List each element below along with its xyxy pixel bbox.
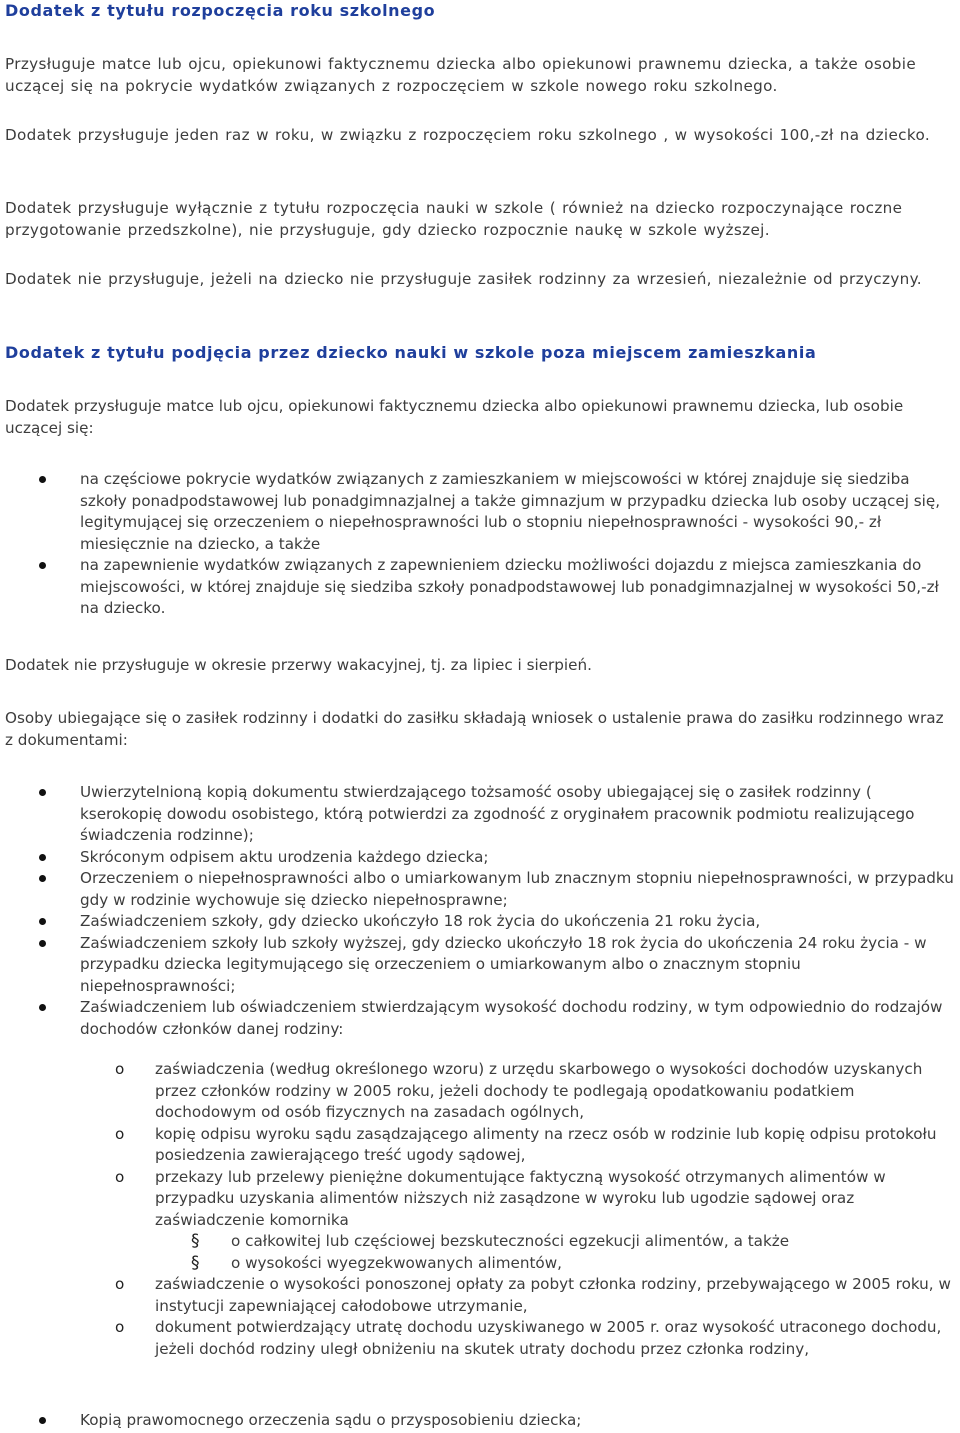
documents-list-end [5,1410,955,1432]
allowance-list [5,469,955,620]
list-item: § o całkowitej lub częściowej bezskuteczności egzekucji alimentów, a także [191,1231,790,1251]
bullet-icon [39,1417,46,1424]
circle-bullet-icon: o [115,1167,125,1186]
paragraph-intro-away: Dodatek przysługuje matce lub ojcu, opiekunowi faktycznemu dziecka albo opiekunowi prawnemu dziecka, lub osobie uczącej się: [5,397,904,437]
section-title-school-away: Dodatek z tytułu podjęcia przez dziecko nauki w szkole poza miejscem zamieszkania [5,343,817,362]
bullet-icon [39,875,46,882]
list-item: na zapewnienie wydatków związanych z zapewnieniem dziecku możliwości dojazdu z miejsca zamieszkania do miejscowości, w której znajduje się siedziba szkoły ponadpodstawowej lub ponadgimnazjalnej w wysokości 50,-zł na dziecko. [5,555,955,620]
paragraph-exclusive: Dodatek przysługuje wyłącznie z tytułu rozpoczęcia nauki w szkole ( również na dziecko rozpoczynające roczne przygotowanie przedszkolne), nie przysługuje, gdy dziecko rozpocznie naukę w szkole wyższej. [5,199,903,239]
list-item: o zaświadczenia (według określonego wzoru) z urzędu skarbowego o wysokości dochodów uzyskanych przez członków rodziny w 2005 roku, jeżeli dochody te podlegają opodatkowaniu podatkiem dochodowym od osób fizycznych na zasadach ogólnych, [115,1060,923,1121]
bullet-icon [39,562,46,569]
bullet-icon [39,918,46,925]
paragraph-amount: Dodatek przysługuje jeden raz w roku, w związku z rozpoczęciem roku szkolnego , w wysokości 100,-zł na dziecko. [5,126,931,144]
section-sign-icon: § [191,1252,200,1273]
bullet-icon [39,476,46,483]
documents-list [5,782,955,1040]
bailiff-list [5,1231,955,1274]
bullet-icon [39,940,46,947]
section-title-school-year: Dodatek z tytułu rozpoczęcia roku szkolnego [5,1,436,20]
paragraph-holiday-note: Dodatek nie przysługuje w okresie przerwy wakacyjnej, tj. za lipiec i sierpień. [5,656,592,674]
list-item: Orzeczeniem o niepełnosprawności albo o umiarkowanym lub znacznym stopniu niepełnosprawności, w przypadku gdy w rodzinie wychowuje się dziecko niepełnosprawne; [5,868,955,911]
list-item: o zaświadczenie o wysokości ponoszonej opłaty za pobyt członka rodziny, przebywającego w 2005 roku, w instytucji zapewniającej całodobowe utrzymanie, [115,1275,951,1315]
circle-bullet-icon: o [115,1275,125,1293]
list-item: na częściowe pokrycie wydatków związanych z zamieszkaniem w miejscowości w której znajduje się siedziba szkoły ponadpodstawowej lub ponadgimnazjalnej a także gimnazjum w przypadku dziecka lub osoby uczącej się, legitymującej się orzeczeniem o niepełnosprawności lub o stopniu niepełnosprawności - wysokości 90,- zł miesięcznie na dziecko, a także [5,469,955,555]
paragraph-documents-intro: Osoby ubiegające się o zasiłek rodzinny i dodatki do zasiłku składają wniosek o ustalenie prawa do zasiłku rodzinnego wraz z dokumentami: [5,709,944,749]
paragraph-eligibility: Przysługuje matce lub ojcu, opiekunowi faktycznemu dziecka albo opiekunowi prawnemu dziecka, a także osobie uczącej się na pokrycie wydatków związanych z rozpoczęciem w szkole nowego roku szkolnego. [5,55,917,95]
list-item: Uwierzytelnioną kopią dokumentu stwierdzającego tożsamość osoby ubiegającej się o zasiłek rodzinny ( kserokopię dowodu osobistego, którą potwierdzi za zgodność z oryginałem pracownik podmiotu realizującego świadczenia rodzinne); [5,782,955,847]
list-item: Kopią prawomocnego orzeczenia sądu o przysposobieniu dziecka; [5,1410,955,1432]
income-documents-list [5,1059,955,1360]
list-item: Skróconym odpisem aktu urodzenia każdego dziecka; [5,847,955,869]
bullet-icon [39,1004,46,1011]
list-item: Zaświadczeniem lub oświadczeniem stwierdzającym wysokość dochodu rodziny, w tym odpowiednio do rodzajów dochodów członków danej rodziny: [5,997,955,1040]
list-item: o dokument potwierdzający utratę dochodu uzyskiwanego w 2005 r. oraz wysokość utraconego dochodu, jeżeli dochód rodziny uległ obniżeniu na skutek utraty dochodu przez członka rodziny, [115,1318,942,1358]
circle-bullet-icon: o [115,1318,125,1336]
list-item: o przekazy lub przelewy pieniężne dokumentujące faktyczną wysokość otrzymanych alimentów w przypadku uzyskania alimentów niższych niż zasądzone w wyroku lub ugodzie sądowej oraz zaświadczenie komornika § o całkowitej lub częściowej bezskuteczności egzekucji alimentów, a także § o wysokości wyegzekwowanych alimentów, [5,1167,955,1275]
circle-bullet-icon: o [115,1060,125,1078]
paragraph-not-applicable: Dodatek nie przysługuje, jeżeli na dziecko nie przysługuje zasiłek rodzinny za wrzesień, niezależnie od przyczyny. [5,270,922,288]
list-item: § o wysokości wyegzekwowanych alimentów, [191,1252,562,1273]
bullet-icon [39,789,46,796]
list-item: Zaświadczeniem szkoły lub szkoły wyższej, gdy dziecko ukończyło 18 rok życia do ukończenia 24 roku życia - w przypadku dziecka legitymującego się orzeczeniem o umiarkowanym albo o znacznym stopniu niepełnosprawności; [5,933,955,998]
list-item: o kopię odpisu wyroku sądu zasądzającego alimenty na rzecz osób w rodzinie lub kopię odpisu protokołu posiedzenia zawierającego treść ugody sądowej, [115,1124,937,1164]
list-item: Zaświadczeniem szkoły, gdy dziecko ukończyło 18 rok życia do ukończenia 21 roku życia, [5,911,955,933]
bullet-icon [39,854,46,861]
circle-bullet-icon: o [115,1124,125,1143]
section-sign-icon: § [191,1231,200,1251]
